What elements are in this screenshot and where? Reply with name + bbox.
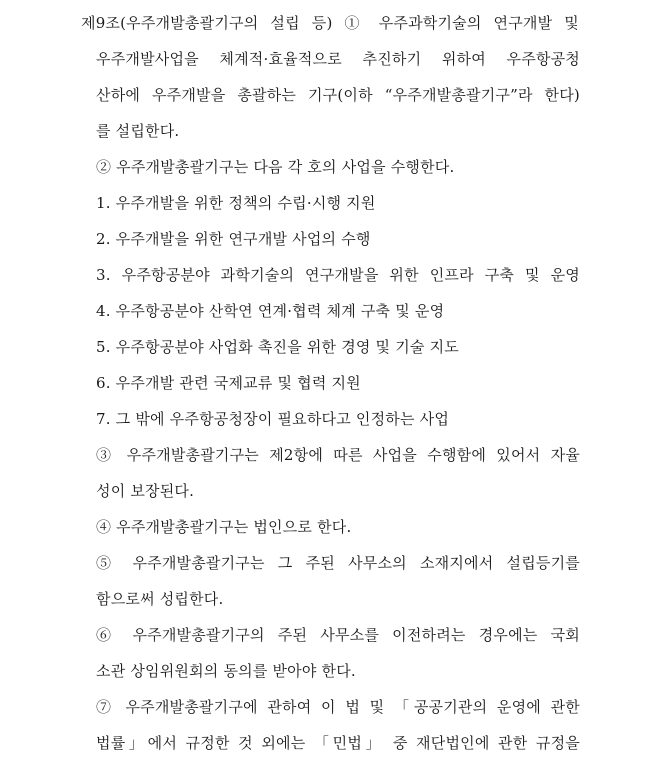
paragraph-2-line-1: ② 우주개발총괄기구는 다음 각 호의 사업을 수행한다. xyxy=(96,158,455,176)
paragraph-5-line-2: 함으로써 성립한다. xyxy=(96,590,224,608)
paragraph-5-line-1: ⑤ 우주개발총괄기구는 그 주된 사무소의 소재지에서 설립등기를 xyxy=(96,554,580,572)
paragraph-4-line-1: ④ 우주개발총괄기구는 법인으로 한다. xyxy=(96,518,352,536)
item-3: 3. 우주항공분야 과학기술의 연구개발을 위한 인프라 구축 및 운영 xyxy=(96,266,580,284)
item-2: 2. 우주개발을 위한 연구개발 사업의 수행 xyxy=(96,230,371,248)
item-7: 7. 그 밖에 우주항공청장이 필요하다고 인정하는 사업 xyxy=(96,410,450,428)
paragraph-3-line-2: 성이 보장된다. xyxy=(96,482,195,500)
paragraph-7-line-2: 법률」에서 규정한 것 외에는 「민법」 중 재단법인에 관한 규정을 xyxy=(96,734,580,752)
item-5: 5. 우주항공분야 사업화 촉진을 위한 경영 및 기술 지도 xyxy=(96,338,459,356)
item-1: 1. 우주개발을 위한 정책의 수립·시행 지원 xyxy=(96,194,376,212)
paragraph-6-line-2: 소관 상임위원회의 동의를 받아야 한다. xyxy=(96,662,356,680)
item-4: 4. 우주항공분야 산학연 연계·협력 체계 구축 및 운영 xyxy=(96,302,445,320)
item-6: 6. 우주개발 관련 국제교류 및 협력 지원 xyxy=(96,374,361,392)
article-heading-line: 제9조(우주개발총괄기구의 설립 등) ① 우주과학기술의 연구개발 및 xyxy=(81,14,579,32)
paragraph-3-line-1: ③ 우주개발총괄기구는 제2항에 따른 사업을 수행함에 있어서 자율 xyxy=(96,446,580,464)
paragraph-1-line-3: 산하에 우주개발을 총괄하는 기구(이하 “우주개발총괄기구”라 한다) xyxy=(96,86,580,104)
paragraph-1-line-4: 를 설립한다. xyxy=(96,122,180,140)
paragraph-6-line-1: ⑥ 우주개발총괄기구의 주된 사무소를 이전하려는 경우에는 국회 xyxy=(96,626,580,644)
paragraph-7-line-1: ⑦ 우주개발총괄기구에 관하여 이 법 및 「공공기관의 운영에 관한 xyxy=(96,698,580,716)
paragraph-1-line-2: 우주개발사업을 체계적·효율적으로 추진하기 위하여 우주항공청 xyxy=(96,50,580,68)
